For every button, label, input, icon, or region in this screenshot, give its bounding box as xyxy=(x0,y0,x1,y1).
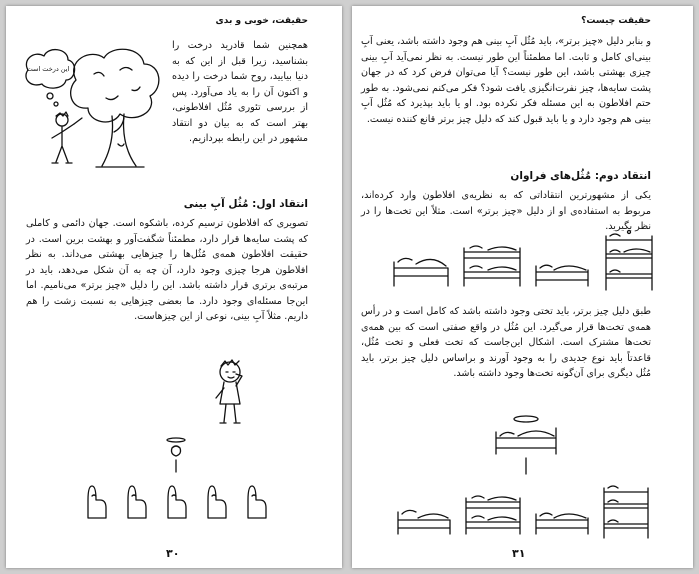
tree-illustration xyxy=(16,40,166,175)
left-body-paragraph: تصویری که افلاطون ترسیم کرده، باشکوه است. جهان دائمی و کاملی که پشت سایه‌ها قرار دارد، مطمئناً شگفت‌آور و بهشت برین است. در حقیقت افلاطون همه‌ی مُثُل‌ها را چیزهایی بهشتی می‌داند. به نظر افلاطون هرجا چیزی وجود دارد، آن چه به آن شکل می‌دهد، باید در مرتبه‌ی برتری قرار داشته باشد. این را دلیل «چیز برتر» می‌نامیم. اما این‌جا مسئله‌ای وجود دارد. ما بعضی چیزهایی به نسبت زشت را هم داریم. مثلاً آبِ بینی، نوعی از این چیزهاست. xyxy=(26,218,308,322)
running-header: حقیقت، خوبی و بدی xyxy=(215,16,308,26)
man-with-runny-nose-illustration xyxy=(206,358,256,428)
second-row-of-beds-illustration xyxy=(392,484,654,540)
section-heading-first-critique: انتقاد اول: مُثُل آبِ بینی xyxy=(183,198,308,210)
nose-form-halo-icon xyxy=(156,436,196,476)
section-heading-second-critique: انتقاد دوم: مُثُل‌های فراوان xyxy=(510,170,651,182)
right-intro-paragraph: و بنابر دلیل «چیز برتر»، باید مُثُل آبِ بینی هم وجود داشته باشد، یعنی آبِ بینی‌ای کامل و ثابت. اما مطمئناً این طور نیست. به نظر نمی‌آید آبِ بینی چیزی بهشتی باشد، این طور نیست؟ آیا می‌توان فرض کرد که در جهان پشت سایه‌ها، چیز نفرت‌انگیزی یافت شود؟ فکر می‌کنم نمی‌شود. به طور حتم افلاطون به این مسئله فکر نکرده بود. او یا باید بپذیرد که مُثُل آبِ بینی هم وجود دارد و یا باید قبول کند که دلیل چیز برتر قانع کننده نیست. xyxy=(361,36,651,125)
row-of-beds-illustration xyxy=(388,228,658,292)
left-page xyxy=(6,6,342,568)
running-header: حقیقت چیست؟ xyxy=(581,16,651,26)
row-of-fingers-illustration xyxy=(76,478,276,524)
right-page xyxy=(352,6,693,568)
right-body-paragraph: طبق دلیل چیز برتر، باید تختی وجود داشته باشد که کامل است و در رأس همه‌ی تخت‌ها قرار می‌گیرد. این مُثُل در واقع صفتی است که بین همه‌ی تخت‌ها مشترک است. اشکال این‌جاست که تخت فعلی و تخت مُثُل، قاعدتاً باید نوع جدیدی را به وجود آورند و براساس دلیل چیز برتر، باید مُثُل دیگری برای آن‌گونه تخت‌ها وجود داشته باشد. xyxy=(361,306,651,379)
right-page-number: ۳۱ xyxy=(512,547,526,560)
left-intro-paragraph: همچنین شما قادرید درخت را بشناسید، زیرا قبل از این که به دنیا بیایید، روح شما درخت را دیده و اکنون آن را به یاد می‌آورد. پس از بررسی تئوری مُثُل افلاطونی، بهتر است که به بیان دو انتقاد مشهور در این رابطه بپردازیم. xyxy=(172,40,308,144)
right-section-intro: یکی از مشهورترین انتقاداتی که به نظریه‌ی افلاطون وارد کرده‌اند، مربوط به استفاده‌ی او از دلیل «چیز برتر» است. مثلاً این تخت‌ها را در نظر بگیرید. xyxy=(361,190,651,232)
left-page-number: ۳۰ xyxy=(166,547,180,560)
perfect-bed-form-illustration xyxy=(490,414,564,478)
thought-bubble-text: این درخت است xyxy=(26,65,70,73)
